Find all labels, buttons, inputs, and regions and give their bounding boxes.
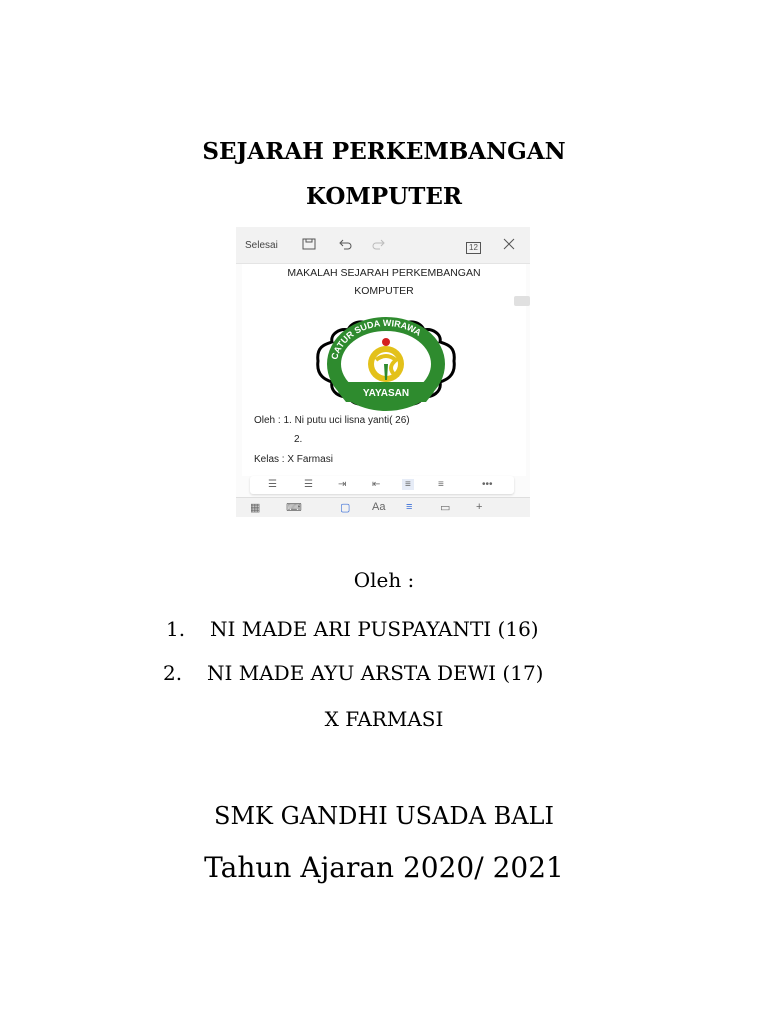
grid-icon: ▦ <box>250 502 261 514</box>
screenshot-format-bar <box>250 476 514 494</box>
author-name: NI MADE ARI PUSPAYANTI (16) <box>210 617 539 641</box>
cover-title-line2: KOMPUTER <box>306 183 462 210</box>
bullet-list-icon: ☰ <box>268 479 277 490</box>
authors-intro: Oleh : <box>353 568 415 592</box>
frame-icon: ▢ <box>340 502 351 514</box>
save-icon <box>302 238 316 253</box>
screenshot-doc-title2: KOMPUTER <box>354 285 414 297</box>
screenshot-oleh-line: Oleh : 1. Ni putu uci lisna yanti( 26) <box>254 415 410 426</box>
more-icon: ••• <box>482 479 493 490</box>
yayasan-logo <box>296 306 476 416</box>
undo-icon <box>338 238 352 253</box>
paragraph-icon: ≡ <box>406 501 413 513</box>
indent-icon: ⇥ <box>338 479 347 490</box>
add-icon: + <box>476 501 483 513</box>
author-name: NI MADE AYU ARSTA DEWI (17) <box>207 661 544 685</box>
close-icon <box>502 238 516 253</box>
screenshot-done-label: Selesai <box>245 240 278 251</box>
align-left-icon: ≡ <box>402 479 414 490</box>
page-count: 12 <box>466 242 481 254</box>
cover-title-line1: SEJARAH PERKEMBANGAN <box>202 138 566 165</box>
align-center-icon: ≡ <box>438 479 444 490</box>
logo-ribbon-text: YAYASAN <box>362 388 410 399</box>
screenshot-toolbar <box>236 227 530 264</box>
image-icon: ▭ <box>440 502 451 514</box>
redo-icon <box>372 238 386 253</box>
logo-arc-text: CATUR SUDA WIRAWA <box>329 317 424 361</box>
keyboard-icon: ⌨ <box>286 502 302 514</box>
outdent-icon: ⇤ <box>372 479 381 490</box>
screenshot-kelas-line: Kelas : X Farmasi <box>254 454 333 465</box>
author-number: 2. <box>163 661 183 685</box>
screenshot-scroll-thumb <box>514 296 530 306</box>
text-style-icon: Aa <box>372 501 386 513</box>
author-number: 1. <box>166 617 186 641</box>
screenshot-doc-title1: MAKALAH SEJARAH PERKEMBANGAN <box>287 267 481 279</box>
embedded-app-screenshot <box>236 227 530 517</box>
screenshot-document-page <box>242 264 526 476</box>
numbered-list-icon: ☰ <box>304 479 313 490</box>
screenshot-second-item: 2. <box>294 434 303 445</box>
class-label: X FARMASI <box>324 707 444 731</box>
page-count-icon <box>466 239 481 254</box>
screenshot-bottom-nav <box>236 497 530 517</box>
school-name: SMK GANDHI USADA BALI <box>214 802 554 830</box>
academic-year: Tahun Ajaran 2020/ 2021 <box>204 851 564 884</box>
